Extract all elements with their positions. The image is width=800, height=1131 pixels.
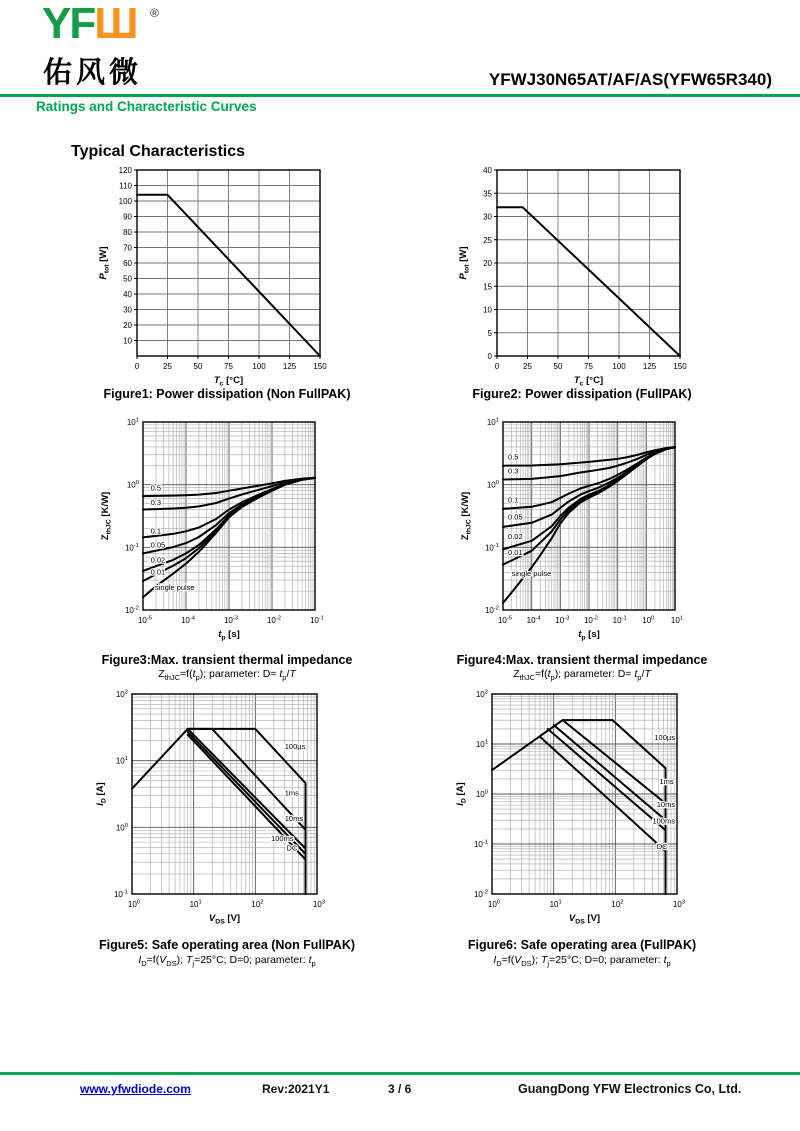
svg-text:10: 10 — [123, 336, 132, 346]
svg-text:10-1: $10^{-1}$ — [113, 889, 128, 899]
svg-text:0: 0 — [134, 362, 140, 371]
svg-text:80: 80 — [123, 228, 132, 237]
svg-text:0.01: 0.01 — [150, 567, 166, 577]
svg-text:75: 75 — [584, 362, 593, 371]
section-title: Ratings and Characteristic Curves — [36, 99, 257, 114]
svg-text:100ms: 100ms — [271, 834, 294, 844]
svg-text:100µs: 100µs — [284, 741, 306, 751]
svg-text:10-1: $10^{-1}$ — [484, 542, 499, 553]
svg-text:100: $10^0$ — [486, 480, 499, 490]
svg-text:10-1: $10^{-1}$ — [612, 615, 627, 625]
svg-text:0.5: 0.5 — [508, 452, 519, 462]
svg-text:101: $10^1$ — [189, 899, 202, 909]
svg-text:10-4: $10^{-4}$ — [526, 615, 541, 625]
svg-text:101: $10^1$ — [475, 739, 488, 749]
svg-text:102: $10^2$ — [251, 899, 264, 909]
svg-text:single pulse: single pulse — [154, 582, 195, 592]
page-heading: Typical Characteristics — [71, 143, 246, 160]
svg-text:1ms: 1ms — [659, 776, 674, 786]
svg-text:0.01: 0.01 — [508, 548, 523, 558]
svg-text:103: $10^3$ — [312, 899, 326, 909]
part-number-title: YFWJ30N65AT/AF/AS(YFW65R340) — [488, 70, 772, 89]
header-divider — [0, 94, 800, 97]
svg-text:VDS [V]: $V_{DS}$ [V] — [568, 913, 601, 926]
svg-text:10-2: $10^{-2}$ — [583, 615, 599, 625]
figure5-soa-chart — [92, 684, 392, 937]
svg-text:102: $10^2$ — [475, 689, 488, 699]
svg-text:50: 50 — [553, 362, 563, 371]
svg-text:75: 75 — [224, 362, 233, 371]
svg-text:125: 125 — [642, 362, 657, 371]
svg-text:0.02: 0.02 — [508, 532, 523, 542]
svg-text:103: $10^3$ — [672, 899, 686, 909]
svg-text:100: $10^0$ — [475, 789, 488, 799]
svg-text:25: 25 — [523, 362, 532, 371]
svg-text:101: $10^1$ — [549, 899, 562, 909]
svg-text:0.3: 0.3 — [508, 466, 519, 476]
svg-text:30: 30 — [483, 212, 492, 222]
website-link[interactable]: www.yfwdiode.com — [80, 1082, 191, 1096]
svg-text:single pulse: single pulse — [511, 568, 552, 578]
svg-text:10-1: $10^{-1}$ — [473, 839, 488, 849]
svg-text:100: $10^0$ — [127, 899, 141, 909]
svg-text:0.05: 0.05 — [150, 540, 166, 550]
svg-text:100: $10^0$ — [126, 480, 139, 490]
svg-text:10-1: $10^{-1}$ — [124, 542, 139, 553]
svg-text:100ms: 100ms — [652, 816, 675, 826]
svg-text:5: 5 — [487, 328, 492, 338]
svg-text:10-3: $10^{-3}$ — [223, 615, 239, 625]
svg-text:10-5: $10^{-5}$ — [137, 615, 153, 625]
logo-letter-f: F — [69, 0, 95, 48]
svg-text:DC: DC — [656, 841, 668, 851]
figure3-thermal-impedance-chart — [97, 412, 397, 657]
svg-text:10-1: $10^{-1}$ — [309, 615, 325, 625]
svg-text:150: 150 — [313, 362, 327, 371]
svg-text:20: 20 — [123, 321, 132, 330]
svg-text:100: 100 — [118, 197, 132, 206]
svg-text:100: $10^0$ — [487, 899, 501, 909]
svg-text:0.5: 0.5 — [150, 483, 162, 493]
svg-text:0: 0 — [494, 362, 500, 371]
svg-text:0: 0 — [487, 352, 492, 361]
svg-text:ID [A]: $I_D$ [A] — [455, 782, 468, 806]
svg-text:90: 90 — [123, 212, 132, 222]
svg-text:100µs: 100µs — [654, 733, 675, 743]
svg-text:70: 70 — [123, 243, 132, 253]
page-number: 3 / 6 — [388, 1082, 412, 1096]
svg-text:102: $10^2$ — [115, 689, 128, 699]
svg-text:DC: DC — [286, 843, 298, 853]
figure6-caption: Figure6: Safe operating area (FullPAK) — [467, 938, 697, 952]
svg-text:VDS [V]: $V_{DS}$ [V] — [208, 913, 241, 926]
svg-text:ID [A]: $I_D$ [A] — [95, 782, 108, 806]
svg-text:10-2: $10^{-2}$ — [473, 889, 488, 899]
revision-label: Rev:2021Y1 — [262, 1082, 330, 1096]
svg-text:Tc [°C]: $T_c$ [°C] — [213, 375, 244, 388]
svg-text:0.05: 0.05 — [508, 512, 523, 522]
figure2-caption: Figure2: Power dissipation (FullPAK) — [472, 387, 692, 401]
svg-text:20: 20 — [483, 259, 492, 268]
svg-text:0.3: 0.3 — [150, 498, 162, 508]
svg-text:101: $10^1$ — [126, 417, 139, 427]
svg-text:10: 10 — [483, 305, 492, 315]
svg-text:50: 50 — [193, 362, 203, 371]
svg-text:ZthJC [K/W]: $Z_{thJC}$ [K/W] — [460, 491, 473, 541]
figure4-subtitle: $Z_{thJC}=f(t_p)$; parameter: $D= t_p/T$ — [513, 668, 651, 683]
figure4-thermal-impedance-chart — [457, 412, 757, 657]
svg-text:150: 150 — [673, 362, 687, 371]
svg-text:125: 125 — [282, 362, 297, 371]
svg-text:101: $10^1$ — [115, 756, 128, 766]
figure4-caption: Figure4:Max. transient thermal impedance — [456, 653, 708, 667]
figure1-power-dissipation-chart — [95, 162, 395, 399]
figure5-caption: Figure5: Safe operating area (Non FullPAK) — [98, 938, 356, 952]
svg-text:10-2: $10^{-2}$ — [266, 615, 282, 625]
svg-text:tp [s]: $t_p$ [s] — [218, 629, 240, 642]
svg-text:100: $10^0$ — [642, 615, 655, 625]
svg-text:60: 60 — [123, 259, 132, 268]
svg-text:ZthJC [K/W]: $Z_{thJC}$ [K/W] — [100, 491, 113, 541]
svg-text:Ptot [W]: $P_{tot}$ [W] — [98, 246, 111, 280]
svg-text:0.1: 0.1 — [150, 526, 162, 536]
svg-text:10-2: $10^{-2}$ — [124, 605, 139, 615]
svg-text:40: 40 — [123, 290, 132, 299]
company-name-chinese: 佑风微 — [43, 57, 143, 89]
svg-text:10-3: $10^{-3}$ — [555, 615, 570, 625]
svg-text:101: $10^1$ — [670, 615, 684, 625]
svg-text:25: 25 — [483, 235, 492, 245]
company-name: GuangDong YFW Electronics Co, Ltd. — [518, 1082, 742, 1096]
figure5-subtitle: $I_D=f(V_{DS})$; $T_j=25^\circ C$; D=0; parameter: $t_p$ — [138, 954, 316, 969]
logo-letter-w: Ш — [94, 0, 137, 48]
svg-text:10ms: 10ms — [656, 799, 676, 809]
svg-text:tp [s]: $t_p$ [s] — [578, 629, 600, 642]
svg-text:40: 40 — [483, 166, 492, 175]
svg-text:10-4: $10^{-4}$ — [180, 615, 196, 625]
registered-trademark-icon: ® — [150, 6, 159, 20]
figure2-power-dissipation-chart — [455, 162, 755, 399]
figure3-caption: Figure3:Max. transient thermal impedance — [101, 653, 353, 667]
company-logo — [42, 2, 136, 46]
svg-text:102: $10^2$ — [611, 899, 624, 909]
figure1-caption: Figure1: Power dissipation (Non FullPAK) — [103, 387, 351, 401]
svg-text:35: 35 — [483, 189, 492, 199]
svg-text:30: 30 — [123, 305, 132, 315]
svg-text:0.1: 0.1 — [508, 495, 519, 505]
svg-text:Tc [°C]: $T_c$ [°C] — [573, 375, 604, 388]
svg-text:Ptot [W]: $P_{tot}$ [W] — [458, 246, 471, 280]
svg-text:101: $10^1$ — [486, 417, 499, 427]
svg-text:50: 50 — [123, 274, 132, 284]
svg-text:10-5: $10^{-5}$ — [497, 615, 513, 625]
svg-text:10ms: 10ms — [284, 813, 304, 823]
figure6-subtitle: $I_D=f(V_{DS})$; $T_j=25^\circ C$; D=0; parameter: $t_p$ — [493, 954, 671, 969]
svg-text:100: 100 — [252, 362, 266, 371]
svg-text:15: 15 — [483, 282, 492, 292]
svg-text:120: 120 — [118, 166, 132, 175]
svg-text:100: 100 — [612, 362, 626, 371]
footer-divider — [0, 1072, 800, 1075]
svg-text:0.02: 0.02 — [150, 555, 166, 565]
figure6-soa-chart — [452, 684, 752, 937]
figure3-subtitle: $Z_{thJC}=f(t_p)$; parameter: $D= t_p/T$ — [158, 668, 296, 683]
svg-text:100: $10^0$ — [115, 822, 128, 833]
svg-text:10-2: $10^{-2}$ — [484, 605, 499, 615]
svg-text:110: 110 — [119, 181, 132, 191]
svg-text:1ms: 1ms — [284, 788, 299, 798]
svg-text:25: 25 — [163, 362, 172, 371]
logo-letter-y: Y — [42, 0, 70, 48]
